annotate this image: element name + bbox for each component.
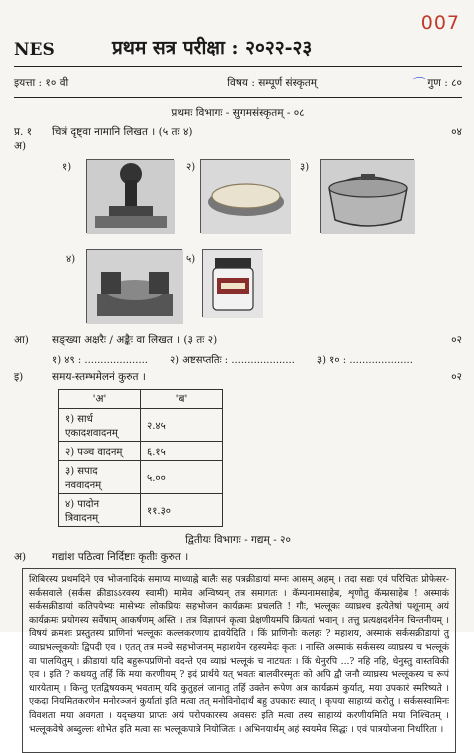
class-label: इयत्ता : १० वी [14,76,69,89]
column-a-header: 'अ' [59,390,141,409]
picture-label: ४) [66,254,76,265]
picture-label: १) [62,162,72,173]
number-item: ३) १० : .................... [316,355,413,366]
meta-row [14,73,462,92]
stamp-image [86,159,174,233]
question-number: अ) [14,551,27,563]
paper-code: 007 [420,12,460,34]
number-item: १) ४९ : .................... [52,355,148,366]
total-marks-label: गुण : ८० [427,76,462,89]
question-text: समय-स्तम्भमेलनं कुरुत । [52,371,146,383]
cell-b: २.४५ [141,409,223,442]
picture-label: २) [186,162,196,173]
number-items [52,352,462,366]
table-row [59,461,223,494]
section-2-title: द्वितीयः विभागः - गद्यम् - २० [185,534,291,546]
subject-label: विषय : सम्पूर्ण संस्कृतम् [227,76,318,89]
cell-b: ६.१५ [141,442,223,461]
jar-image [202,249,262,317]
question-1b [14,333,462,347]
cell-b: ११.३० [141,494,223,527]
table-row [59,409,223,442]
question-1c [14,370,462,384]
handwritten-mark: ⌒ [410,77,424,92]
school-name: NES [14,40,55,60]
question-number: आ) [14,334,29,346]
reading-passage: शिबिरस्य प्रथमदिने एव भोजनादिकं समाप्य माध्याह्ने बालैः सह पत्रक्रीडायां मग्नः आसम् अहम् । तदा सद्यः एवं परिचितः प्रोफेसर- सर्कसवाले (सर्कस क्रीडाऽऽरवस्य स्वामी) मामेव अन्विष्यन् तत्र समागतः । कॅम्पनामसाहेब, शृणोतु कॅम्प्नसाहेब ! अस्माकं सर्कसक्रीडायां कतिपयेभ्यः मासेभ्यः लोकप्रियः सहभोजन कार्यक्रमः प्रचलति ! गौः, भल्लूकः व्याघ्रश्च इत्येतेषां पशूनाम् अयं कार्यक्रमः प्रयोगस्य सर्वेषाम् आकर्षणम् अस्ति । तत्र विज्ञापनं कृत्वा प्रेक्षणीयमपि क्रियतां भवान् । तत्तु प्रत्यक्षदर्शनेन चिन्तनीयम् । विषयं क्रमशः प्रस्तुतस्य प्राणिनां भल्लूकः कल्लकरणाय द्रावयेदिति । किं प्राणिनोः कलहः ? महाशय, अस्माकं सर्कसक्रीडायां तु व्याघ्रभल्लूकयोः द्विपदी एव । एतत् तत्र मञ्चे सहभोजनम् महाशयेन रहस्यमेदः कृतः । नास्ति अस्माकं सर्कसस्य व्याघ्रस्य च भल्लूकं वा पालयितुम् । क्रीडायां यदि बहुरूपप्रणिनो वदन्ते एव व्याघ्रं भल्लूकं च नाटयतः । किं धेनुरपि ...? नहि नहि, धेनुस्तु वास्तविकी एव । इति ? कथयतु तर्हि किं मया करणीयम् ? इदं प्रार्थये यत् भवतः बालवीरस्मृतः को अपि द्वौ जनौ व्याघ्रस्य भल्लूकस्य च रूपं धारयेताम् । किन्तु एतद्विषयकम् भवताम् यदि कुतुहलं जानातु तर्हि उक्तेन रूपेण अत्र कार्यक्रमं कुर्यात्, मया उपकारं स्मरिष्यते । एकदा नियमितकरणेन मनोरञ्जनं कुर्यातां इति मत्वा तत् मनोविनोदार्थं बहु उपकारः स्यात् । कृपया साहाय्यं करोतु । सर्कसस्वामिनः विवशता मया अवगता । यद्च्छया प्राप्तः अयं परोपकारस्य अवसरः इति मत्वा तस्य साहाय्यं करणीयमिति मया निश्चितम् । भल्लूकवेषे अब्दुल्लः शोभेत इति मत्वा सः भल्लूकपात्रे नियोजितः । अभिनयार्थम् अहं स्वयमेव सिद्धः । एवं पात्रयोजना निर्धारिता । [22,568,456,753]
question-text: गद्यांश पठित्वा निर्दिष्टाः कृतीः कुरुत । [52,551,189,563]
question-1a [14,125,462,153]
header-divider [14,66,462,67]
section-1-title: प्रथमः विभागः - सुगमसंस्कृतम् - ०८ [171,107,305,119]
roti-image [200,159,290,233]
exam-title: प्रथम सत्र परीक्षा : २०२२-२३ [112,37,313,59]
question-number: प्र. १ अ) [14,126,33,152]
table-header-row [59,390,223,409]
picture-label: ३) [300,162,310,173]
question-text: सङ्ख्या अक्षरैः / अङ्कैः वा लिखत । (३ तः २) [52,334,218,346]
table-row [59,442,223,461]
cooker-image [320,159,414,233]
header [14,34,462,60]
table-row [59,494,223,527]
grinder-image [86,249,182,323]
cell-a: ३) सपाद नववादनम् [59,461,141,494]
question-text: चित्रं दृष्ट्वा नामानि लिखत । (५ तः ४) [52,126,193,138]
picture-grid [14,157,462,327]
question-2a [14,550,462,564]
cell-a: ४) पादोन त्रिवादनम् [59,494,141,527]
total-marks [410,73,462,92]
cell-b: ५.०० [141,461,223,494]
question-marks: ०२ [451,371,462,383]
picture-label: ५) [186,254,196,265]
meta-divider [14,97,462,98]
column-b-header: 'ब' [141,390,223,409]
question-marks: ०२ [451,334,462,346]
match-table [58,389,223,527]
question-marks: ०४ [451,126,462,138]
number-item: २) अष्टसप्ततिः : .................... [169,355,295,366]
cell-a: २) पञ्च वादनम् [59,442,141,461]
cell-a: १) सार्ध एकादशवादनम् [59,409,141,442]
question-number: इ) [14,371,24,383]
